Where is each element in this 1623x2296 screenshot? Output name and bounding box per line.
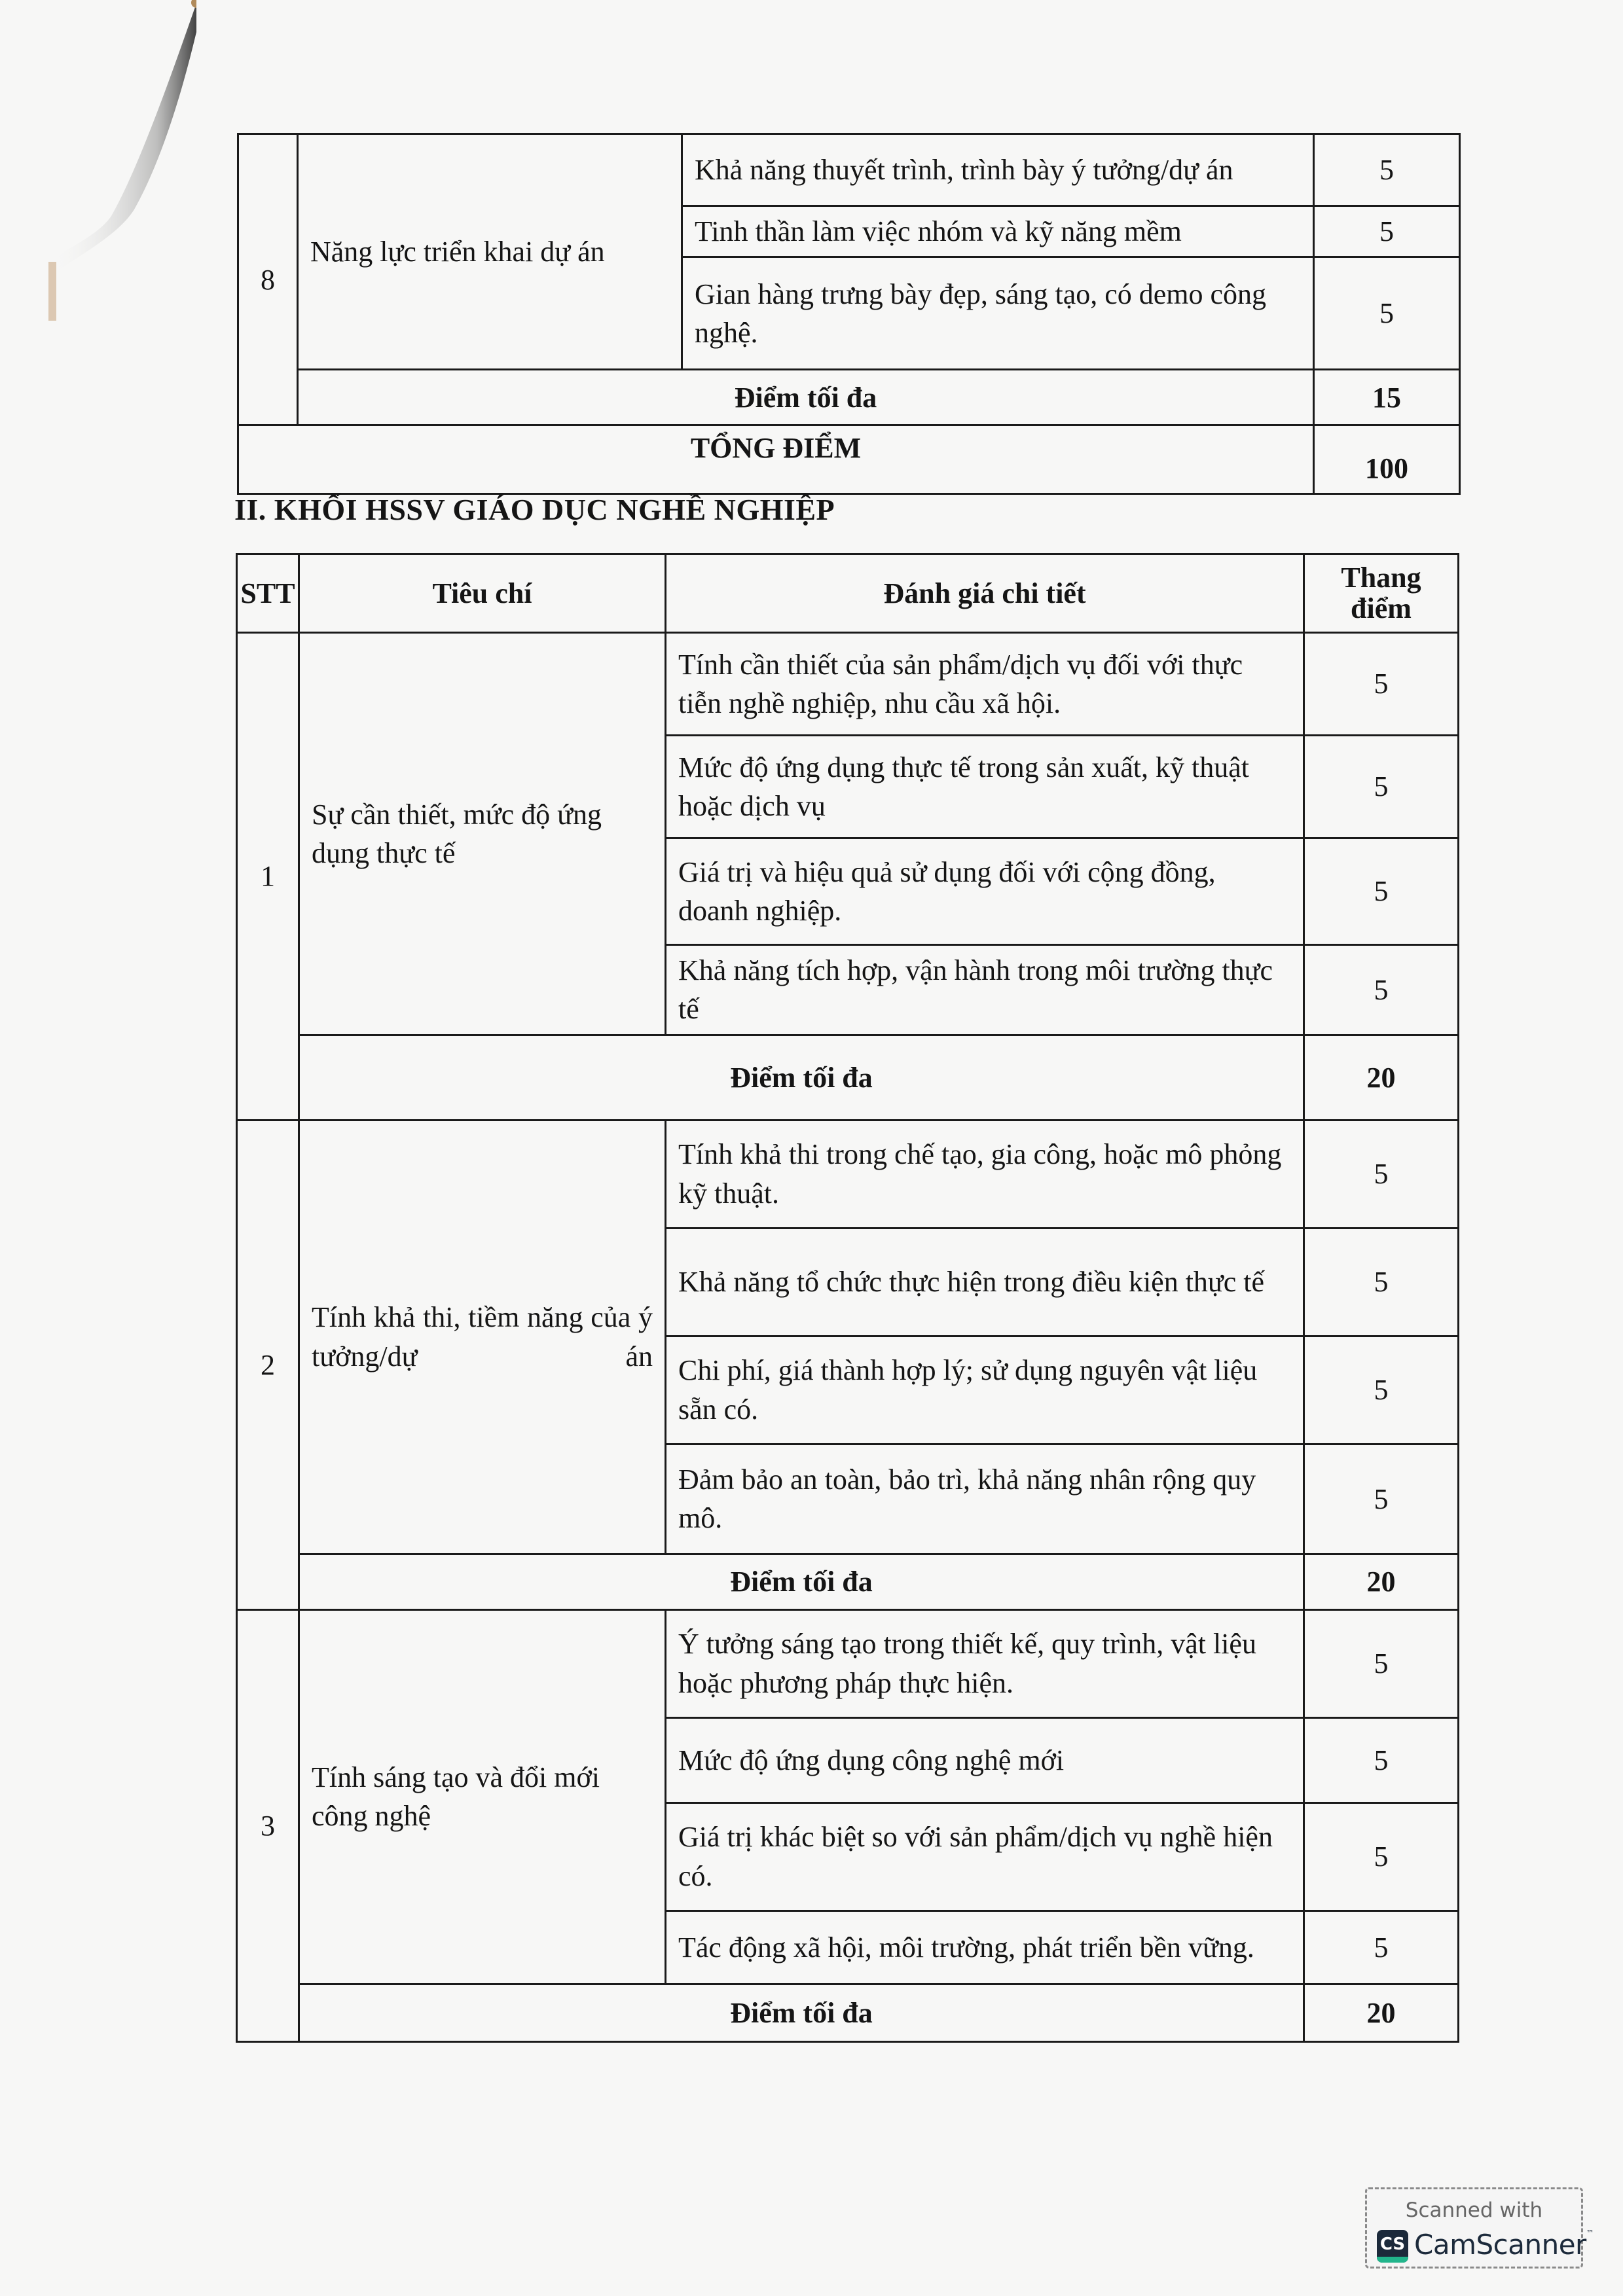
- detail-cell: Khả năng thuyết trình, trình bày ý tưởng/dự án: [682, 134, 1314, 206]
- criterion-cell: Năng lực triển khai dự án: [298, 134, 682, 370]
- score-cell: 5: [1304, 1444, 1459, 1554]
- watermark-brand: [1414, 2229, 1594, 2261]
- score-cell: 5: [1304, 1609, 1459, 1717]
- detail-cell: Khả năng tổ chức thực hiện trong điều kiện thực tế: [666, 1228, 1304, 1336]
- score-cell: 5: [1314, 257, 1460, 370]
- detail-cell: Mức độ ứng dụng công nghệ mới: [666, 1717, 1304, 1803]
- score-cell: 5: [1304, 1910, 1459, 1984]
- detail-cell: Chi phí, giá thành hợp lý; sử dụng nguyên vật liệu sẵn có.: [666, 1336, 1304, 1444]
- table-row: [238, 134, 1460, 206]
- stt-cell: 8: [238, 134, 298, 425]
- detail-cell: Đảm bảo an toàn, bảo trì, khả năng nhân rộng quy mô.: [666, 1444, 1304, 1554]
- trademark-mark: ™: [1586, 2229, 1594, 2238]
- detail-cell: Mức độ ứng dụng thực tế trong sản xuất, kỹ thuật hoặc dịch vụ: [666, 736, 1304, 838]
- section-heading: II. KHỐI HSSV GIÁO DỤC NGHỀ NGHIỆP: [234, 493, 835, 526]
- watermark-caption: Scanned with: [1405, 2198, 1543, 2222]
- header-stt: STT: [237, 554, 299, 633]
- header-score: Thang điểm: [1304, 554, 1459, 633]
- criterion-cell: Tính sáng tạo và đổi mới công nghệ: [299, 1609, 666, 1984]
- max-score-value: 15: [1314, 370, 1460, 425]
- max-score-value: 20: [1304, 1984, 1459, 2041]
- detail-cell: Ý tưởng sáng tạo trong thiết kế, quy trình, vật liệu hoặc phương pháp thực hiện.: [666, 1609, 1304, 1717]
- subtotal-row: [237, 1984, 1459, 2041]
- score-cell: 5: [1304, 1717, 1459, 1803]
- header-criterion: Tiêu chí: [299, 554, 666, 633]
- detail-cell: Tính cần thiết của sản phẩm/dịch vụ đối với thực tiễn nghề nghiệp, nhu cầu xã hội.: [666, 633, 1304, 736]
- header-detail: Đánh giá chi tiết: [666, 554, 1304, 633]
- score-cell: 5: [1304, 736, 1459, 838]
- max-score-label: Điểm tối đa: [299, 1035, 1304, 1120]
- score-cell: 5: [1304, 1120, 1459, 1228]
- camscanner-watermark: [1365, 2187, 1594, 2269]
- score-cell: 5: [1314, 134, 1460, 206]
- score-cell: 5: [1304, 838, 1459, 945]
- detail-cell: Giá trị khác biệt so với sản phẩm/dịch vụ nghề hiện có.: [666, 1803, 1304, 1910]
- max-score-label: Điểm tối đa: [298, 370, 1314, 425]
- subtotal-row: [238, 370, 1460, 425]
- detail-cell: Khả năng tích hợp, vận hành trong môi trường thực tế: [666, 945, 1304, 1035]
- score-cell: 5: [1314, 206, 1460, 257]
- max-score-value: 20: [1304, 1554, 1459, 1609]
- criteria-table-continued: [237, 133, 1461, 495]
- criterion-cell: Tính khả thi, tiềm năng của ý tưởng/dự án: [299, 1120, 666, 1554]
- detail-cell: Tác động xã hội, môi trường, phát triển bền vững.: [666, 1910, 1304, 1984]
- stt-cell: 1: [237, 633, 299, 1121]
- stt-cell: 2: [237, 1120, 299, 1609]
- detail-cell: Giá trị và hiệu quả sử dụng đối với cộng đồng, doanh nghiệp.: [666, 838, 1304, 945]
- header-row: [237, 554, 1459, 633]
- camscanner-logo-icon: CS: [1377, 2230, 1408, 2263]
- detail-cell: Tinh thần làm việc nhóm và kỹ năng mềm: [682, 206, 1314, 257]
- total-row: [238, 425, 1460, 494]
- total-value: 100: [1314, 425, 1460, 494]
- max-score-label: Điểm tối đa: [299, 1984, 1304, 2041]
- criteria-table: [236, 553, 1459, 2043]
- table-row: [237, 1609, 1459, 1717]
- score-cell: 5: [1304, 1803, 1459, 1910]
- score-cell: 5: [1304, 633, 1459, 736]
- table-row: [237, 1120, 1459, 1228]
- detail-cell: Tính khả thi trong chế tạo, gia công, hoặc mô phỏng kỹ thuật.: [666, 1120, 1304, 1228]
- subtotal-row: [237, 1554, 1459, 1609]
- paper-fold-shadow: [39, 0, 196, 497]
- score-cell: 5: [1304, 945, 1459, 1035]
- score-cell: 5: [1304, 1228, 1459, 1336]
- criterion-cell: Sự cần thiết, mức độ ứng dụng thực tế: [299, 633, 666, 1035]
- total-label: TỔNG ĐIỂM: [238, 425, 1314, 494]
- table-row: [237, 633, 1459, 736]
- score-cell: 5: [1304, 1336, 1459, 1444]
- brand-name: CamScanner: [1414, 2229, 1586, 2261]
- detail-cell: Gian hàng trưng bày đẹp, sáng tạo, có demo công nghệ.: [682, 257, 1314, 370]
- max-score-value: 20: [1304, 1035, 1459, 1120]
- subtotal-row: [237, 1035, 1459, 1120]
- max-score-label: Điểm tối đa: [299, 1554, 1304, 1609]
- stt-cell: 3: [237, 1609, 299, 2041]
